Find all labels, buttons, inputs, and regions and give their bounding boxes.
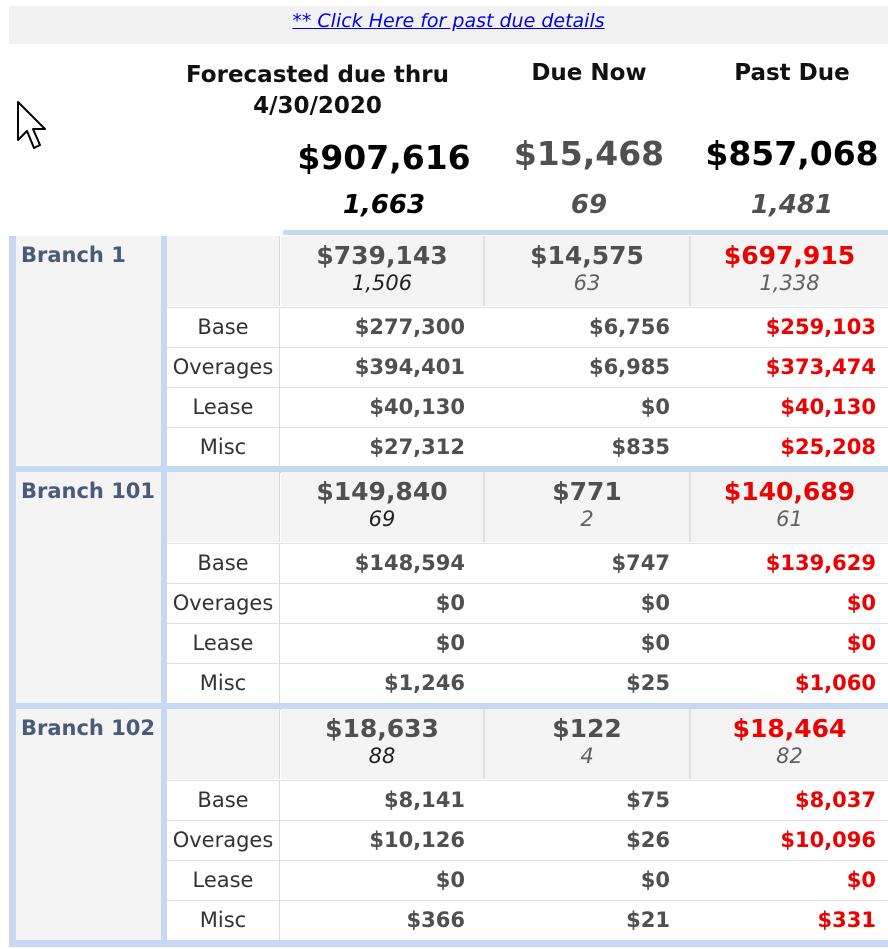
row-past-due-value: $25,208 [780,435,876,459]
past-due-total-amount: $857,068 [705,134,879,173]
row-label: Misc [167,428,280,467]
forecast-total-count: 1,663 [342,190,426,220]
branch-due-now-count: 63 [573,271,601,295]
row-forecast-value: $0 [435,591,465,615]
table-row [167,820,888,860]
row-forecast-value: $366 [406,908,465,932]
branch-forecast-summary [281,236,485,306]
header-divider [283,230,888,235]
branch-left-border [9,709,16,945]
row-forecast-value: $0 [435,631,465,655]
branch-name: Branch 102 [16,709,161,945]
due-now-total-count: 69 [570,190,608,220]
branch-due-now-amount: $771 [552,477,622,506]
row-forecast-value: $8,141 [383,788,465,812]
table-row [167,427,888,467]
branch-past-due-amount: $140,689 [723,477,856,506]
past-due-link-bar [9,6,888,44]
row-due-now-value: $0 [640,631,670,655]
branch-section [9,472,888,708]
row-past-due-value: $1,060 [794,671,876,695]
branch-name: Branch 1 [16,236,161,471]
row-past-due-value: $0 [846,591,876,615]
forecast-total-amount: $907,616 [297,138,471,177]
row-forecast-value: $394,401 [354,355,465,379]
branch-name: Branch 101 [16,472,161,708]
branch-due-now-summary [485,472,691,542]
table-row [167,347,888,387]
branch-forecast-summary [281,709,485,779]
branch-forecast-amount: $739,143 [316,241,448,270]
table-row [167,663,888,703]
row-label: Overages [167,584,280,623]
row-forecast-value: $148,594 [354,551,465,575]
table-row [167,583,888,623]
branch-section [9,236,888,471]
branch-due-now-summary [485,709,691,779]
table-row [167,900,888,940]
row-label: Lease [167,624,280,663]
branch-past-due-amount: $697,915 [723,241,856,270]
row-past-due-value: $40,130 [780,395,876,419]
forecast-column-header: Forecasted due thru 4/30/2020 [186,62,449,119]
row-forecast-value: $0 [435,868,465,892]
branch-due-now-amount: $14,575 [530,241,644,270]
row-label: Lease [167,388,280,427]
row-label: Base [167,781,280,820]
row-forecast-value: $40,130 [369,395,465,419]
row-forecast-value: $10,126 [369,828,465,852]
row-due-now-value: $835 [611,435,670,459]
row-forecast-value: $277,300 [354,315,465,339]
table-row [167,860,888,900]
branch-forecast-count: 1,506 [351,271,413,295]
table-row [167,780,888,820]
row-due-now-value: $25 [626,671,670,695]
branch-past-due-count: 61 [776,507,803,531]
row-forecast-value: $1,246 [383,671,465,695]
due-now-column-header: Due Now [531,60,647,86]
row-due-now-value: $0 [640,395,670,419]
branch-due-now-count: 2 [580,507,594,531]
mouse-pointer-icon [16,100,50,152]
row-due-now-value: $26 [626,828,670,852]
row-due-now-value: $0 [640,591,670,615]
row-past-due-value: $8,037 [794,788,876,812]
row-due-now-value: $0 [640,868,670,892]
branch-summary-label-cell [167,709,280,779]
row-label: Overages [167,348,280,387]
past-due-total-count: 1,481 [750,190,834,220]
past-due-details-link[interactable]: ** Click Here for past due details [292,10,605,32]
row-label: Misc [167,901,280,940]
table-row [167,307,888,347]
branch-forecast-amount: $149,840 [316,477,448,506]
branch-summary-label-cell [167,472,280,542]
branch-past-due-count: 1,338 [759,271,820,295]
row-due-now-value: $75 [626,788,670,812]
row-label: Lease [167,861,280,900]
past-due-column-header: Past Due [734,60,850,86]
due-now-total-amount: $15,468 [513,134,665,173]
row-due-now-value: $6,985 [588,355,670,379]
table-row [167,623,888,663]
row-due-now-value: $747 [611,551,670,575]
table-row [167,387,888,427]
branch-due-now-count: 4 [580,744,594,768]
row-due-now-value: $21 [626,908,670,932]
branch-forecast-amount: $18,633 [325,714,439,743]
branch-forecast-count: 88 [368,744,396,768]
branch-due-now-amount: $122 [552,714,622,743]
branch-section [9,709,888,945]
branch-past-due-amount: $18,464 [732,714,847,743]
branch-past-due-summary [691,236,888,306]
row-past-due-value: $0 [846,868,876,892]
branch-summary-label-cell [167,236,280,306]
branch-past-due-summary [691,472,888,542]
row-past-due-value: $259,103 [765,315,876,339]
row-past-due-value: $331 [817,908,876,932]
row-label: Base [167,544,280,583]
row-label: Misc [167,664,280,703]
branch-past-due-count: 82 [776,744,803,768]
row-due-now-value: $6,756 [588,315,670,339]
branch-past-due-summary [691,709,888,779]
row-label: Base [167,308,280,347]
row-label: Overages [167,821,280,860]
branch-bottom-border [9,940,888,947]
row-past-due-value: $373,474 [765,355,876,379]
branch-left-border [9,472,16,708]
row-past-due-value: $10,096 [780,828,876,852]
row-past-due-value: $0 [846,631,876,655]
row-forecast-value: $27,312 [369,435,465,459]
row-past-due-value: $139,629 [765,551,876,575]
branch-due-now-summary [485,236,691,306]
branch-forecast-count: 69 [368,507,396,531]
table-row [167,543,888,583]
branch-left-border [9,236,16,471]
branch-forecast-summary [281,472,485,542]
